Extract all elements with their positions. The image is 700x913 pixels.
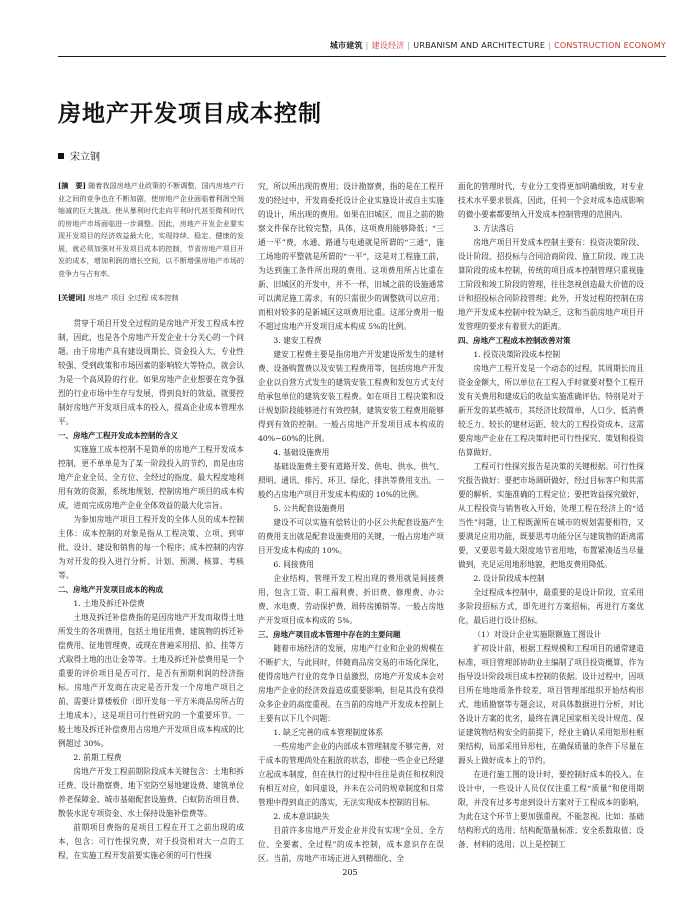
subheading: 1. 土地及拆迁补偿费: [73, 598, 145, 608]
column-2: [258, 180, 444, 863]
square-bullet-icon: [58, 153, 64, 159]
keywords: [58, 292, 244, 305]
paragraph: 面化的管理时代，专业分工变得更加明确细致，对专业技术水平要求很高，因此，任何一个会对成本造成影响的微小要素都要纳入开发成本控制管理的范围内。: [458, 182, 644, 219]
paragraph: 企业结构、管理开发工程出现的费用就是间接费用，包含工资、职工福利费、折旧费、修理费、办公费、水电费、劳动保护费、周转房摊销等。一般占房地产开发项目成本构成的 5%。: [258, 574, 444, 625]
paragraph: 为参加房地产项目工程开发的全体人员的成本控制主体：成本控制的对象是指从工程决策、立项、到审批、设计、建设和销售的每一个程序；成本控制的内容为对开发的投入进行分析、计划、预测、核算、考核等。: [58, 514, 244, 580]
paragraph: 前期项目费指的是项目工程在开工之前出现的成本，包含：可行性探究费，对于投资相对大一点的工程，在实施工程开发前要实施必须的可行性探: [58, 822, 244, 860]
keywords-label: [关键词]: [58, 293, 86, 302]
column-3: [458, 180, 644, 855]
subheading: 2. 设计阶段成本控制: [473, 574, 545, 583]
paragraph: 实施施工成本控制不是简单的房地产工程开发成本控制，更不单单是为了某一阶段投入的节约，而是由房地产企业全员、全方位、全经过的指度，最大程度地利用有效的资源，系统地规划、控制房地产项目的成本构成，进而完成房地产企业全体效益的最大化宗旨。: [58, 444, 244, 510]
paragraph: 全过程成本控制中，最重要的是设计阶段，宜采用多阶段招标方式，即先进行方案招标，再进行方案优化，最后进行设计招标。: [458, 588, 644, 625]
keywords-text: 房地产 项目 全过程 成本控制: [87, 294, 179, 302]
paragraph: 目前许多房地产开发企业并没有实现“全员、全方位、全要素、全过程”的成本控制，成本意识存在误区。当前，房地产市场正进入到精细化、全: [258, 826, 444, 863]
subheading: （1）对设计企业实施限额施工图设计: [473, 630, 602, 639]
paragraph: 房地产项目开发成本控制主要有：投资决策阶段、设计阶段、招投标与合同洽商阶段、施工阶段、竣工决算阶段的成本控制，传统的项目成本控制管理只重视施工阶段和竣工阶段的管理，往往忽视创造最大价值的设计和招投标合同阶段管理；此外，开发过程的控制在房地产开发成本控制中较为缺乏，这和当前房地产项目开发管理的要求有着很大的距离。: [458, 238, 644, 331]
subheading: 1. 投资决策阶段成本控制: [473, 350, 561, 359]
header-category: 城市建筑: [329, 41, 363, 50]
subheading: 4. 基础设施费用: [273, 448, 330, 457]
header-rule: [58, 56, 666, 57]
paragraph: 工程可行性探究报告是决策的关键根据。可行性探究报告做好：要把市场调研做好，经过目标客户和其需要的解析、实施准确的工程定位；要把效益探究做好，从工程投资与销售收入开始，处理工程在经济上的“适当性”问题，让工程既源所在城市的规划需要相符，又要满足应用功能，既要思考功能分区与建筑物的距离需要，又要思考最大限度地节省用地，布置紧凑适当尽量做到，充足运用地形地貌，把地皮费用降低。: [458, 462, 644, 569]
running-header: 城市建筑 | 建设经济 | URBANISM AND ARCHITECTURE | CONSTRUCTION ECONOMY: [329, 41, 666, 50]
subheading: 2. 成本意识缺失: [273, 812, 330, 821]
column-1: [58, 180, 245, 860]
paragraph: 房地产工程开发是一个动态的过程，其周期长而且资金金额大，所以单位在工程入手时就要对整个工程开发有关费用和建成后的收益实施准确评估。特别是对于新开发的某些城市，其经济比较简单，人口少、低消费较乏力、较长的建材运距、较大的工程投资成本，这需要房地产企业在工程决策时把可行性探究、策划和投资估算做好。: [458, 364, 644, 457]
header-en-subcategory: CONSTRUCTION ECONOMY: [554, 41, 666, 50]
author-line: [58, 148, 100, 163]
paragraph: 在进行施工图的设计时，要控制好成本的投入。在设计中，一些设计人员仅仅注重工程“质量”和使用期限，并没有过多考虑到设计方案对于工程成本的影响，为此在这个环节上要加强重视，不能忽视。比如：基础结构形式的选用；结构配筋量标准；安全系数取值；设备、材料的选用；以上是控制工: [458, 770, 644, 849]
section-heading: 三、房地产项目成本管理中存在的主要问题: [258, 630, 401, 639]
paragraph: 扩初设计前，根据工程规模和工程项目的通常建造标准，项目管理部协助业主编制了项目投资概算，作为指导设计阶段项目成本控制的依据。设计过程中，因项目所在地地质条件较差，项目管理部组织开始结构形式、地质勘察等专题会议，对具体数据进行分析，对比各设计方案的优劣，最终在满足国家相关设计规范、保证建筑物结构安全的前提下，经业主确认采用矩形柱框架结构，局部采用异形柱，在确保质量的条件下尽量在源头上做好成本上的节约。: [458, 644, 644, 765]
subheading: 3. 建安工程费: [273, 336, 322, 345]
subheading: 6. 间接费用: [273, 560, 314, 569]
paragraph: 土地及拆迁补偿费指的是因房地产开发而取得土地所发生的各项费用，包括土地征用费、建筑物的拆迁补偿费用、征地管理费，或现在普遍采用招、拍、挂等方式取得土地的出让金等等。土地及拆迁补偿费用是一个重要的评价项目是否可行、是否有预期利润的经济指标。房地产开发商在决定是否开发一个房地产项目之前，需要计算楼板价（即开发每一平方米商品房所占的土地成本），这是项目可行性研究的一个重要环节。一般土地及拆迁补偿费用占房地产开发项目成本构成的比例超过 30%。: [58, 612, 244, 748]
paragraph: 基础设施费主要有道路开发、供电、供水、供气、照明、通讯、排污、环卫、绿化、排洪等费用支出。一般约占房地产项目开发成本构成的 10%的比例。: [258, 462, 444, 499]
abstract: [58, 180, 244, 280]
section-heading: 四、房地产工程成本控制改善对策: [458, 336, 571, 345]
paragraph: 随着市场经济的发展，房地产行业和企业的规模在不断扩大，与此同时，伴随商品房交易的市场化深化，使得房地产行业的竞争日益激烈，房地产开发成本会对房地产企业的经济效益造成重要影响，但是其没有获得众多企业的高度重视。在当前的房地产开发成本控制上主要有以下几个问题：: [258, 644, 444, 723]
page-number: 205: [342, 868, 358, 877]
author-name: 宋立钢: [70, 152, 100, 163]
paragraph: 建设不可以实施有偿转让的小区公共配套设施产生的费用支出就是配套设施费用的关键，一般占房地产项目开发成本构成的 10%。: [258, 518, 444, 555]
header-subcategory: 建设经济: [371, 41, 405, 50]
subheading: 5. 公共配套设施费用: [273, 504, 345, 513]
paragraph: 房地产开发工程前期阶段成本关键包含：土地和拆迁费、设计勘察费、地下室防空易地建设费、建筑单位养老保障金、城市基础配套设施费、白蚁防治项目费、散装水泥专项资金、水土保持设施补偿费等。: [58, 766, 244, 818]
abstract-text: 随着我国房地产业政策的不断调整，国内房地产行业之间的竞争也在不断加剧，使房地产企业面临着利润空间缩减的巨大挑战。使从暴利时代走向平利时代甚至微利时代的房地产市场面临进一步调整。因此，房地产开发企业要实现开发项目的经济效益最大化，实现持续、稳定、健康的发展，就必须加强对开发项目成本的控制，节省房地产项目开发的成本，增加利润的增长空间，以不断增强房地产市场的竞争力与占有率。: [58, 182, 245, 278]
header-en-category: URBANISM AND ARCHITECTURE: [413, 41, 546, 50]
paragraph: 究，所以所出现的费用；设计勘察费，指的是在工程开发的经过中，开发商委托设计企业实施设计或自主实施的设计，所出现的费用。如果在旧城区，而且之前的勘察文件保存比较完整，具体，这项费用能够降低；“三通一平”费，水通、路通与电通就是所谓的“三通”，施工场地的平整就是所谓的“一平”，这是对工程施工前，为达到施工条件所出现的费用。这项费用所占比重在新、旧城区的开发中，并不一样，旧城之前的设施通常可以满足施工需求，有的只需很少的调整就可以应用；而相对较多的是新城区这项费用比重。这部分费用一般不超过房地产开发项目成本构成 5%的比例。: [258, 182, 444, 331]
section-heading: 二、房地产开发项目成本的构成: [58, 584, 163, 594]
abstract-label: [摘 要]: [58, 181, 86, 190]
article-title: 房地产开发项目成本控制: [58, 101, 322, 127]
paragraph: 一些房地产企业的内部成本管理制度不够完善，对于成本的管理尚处在粗放的状态，即使一些企业已经建立起成本制度，但在执行的过程中往往是责任和权利没有相互对应，如同虚设，并未在公司的规章制度和日常管理中得到真正的落实，无法实现成本控制的目标。: [258, 742, 444, 807]
section-heading: 一、房地产工程开发成本控制的含义: [58, 430, 178, 440]
subheading: 3. 方法落后: [473, 224, 514, 233]
paragraph: 建安工程费主要是指房地产开发建设所发生的建材费、设备购置费以及安装工程费用等，包括房地产开发企业以自营方式发生的建筑安装工程费和发包方式支付给承包单位的建筑安装工程费。如在项目工程决策和设计规划阶段能够进行有效控制，建筑安装工程费用能够得到有效的控制。一般占房地产开发项目成本构成的 40%~60%的比例。: [258, 350, 444, 443]
subheading: 1. 缺乏完善的成本管理制度体系: [273, 728, 384, 737]
paragraph: 贯穿于项目开发全过程的是房地产开发工程成本控制，因此，也是各个房地产开发企业十分关心的一个问题。由于房地产具有建设周期长、资金投入大、专业性较强、受到政策和市场因素的影响较大等特点，就会认为是一个高风险的行业。如果房地产企业想要在竞争强烈的行业市场中生存与发展，得到良好的效益，就要控制好房地产开发项目成本的投入，提高企业成本管理水平。: [58, 318, 244, 426]
subheading: 2. 前期工程费: [73, 752, 122, 762]
